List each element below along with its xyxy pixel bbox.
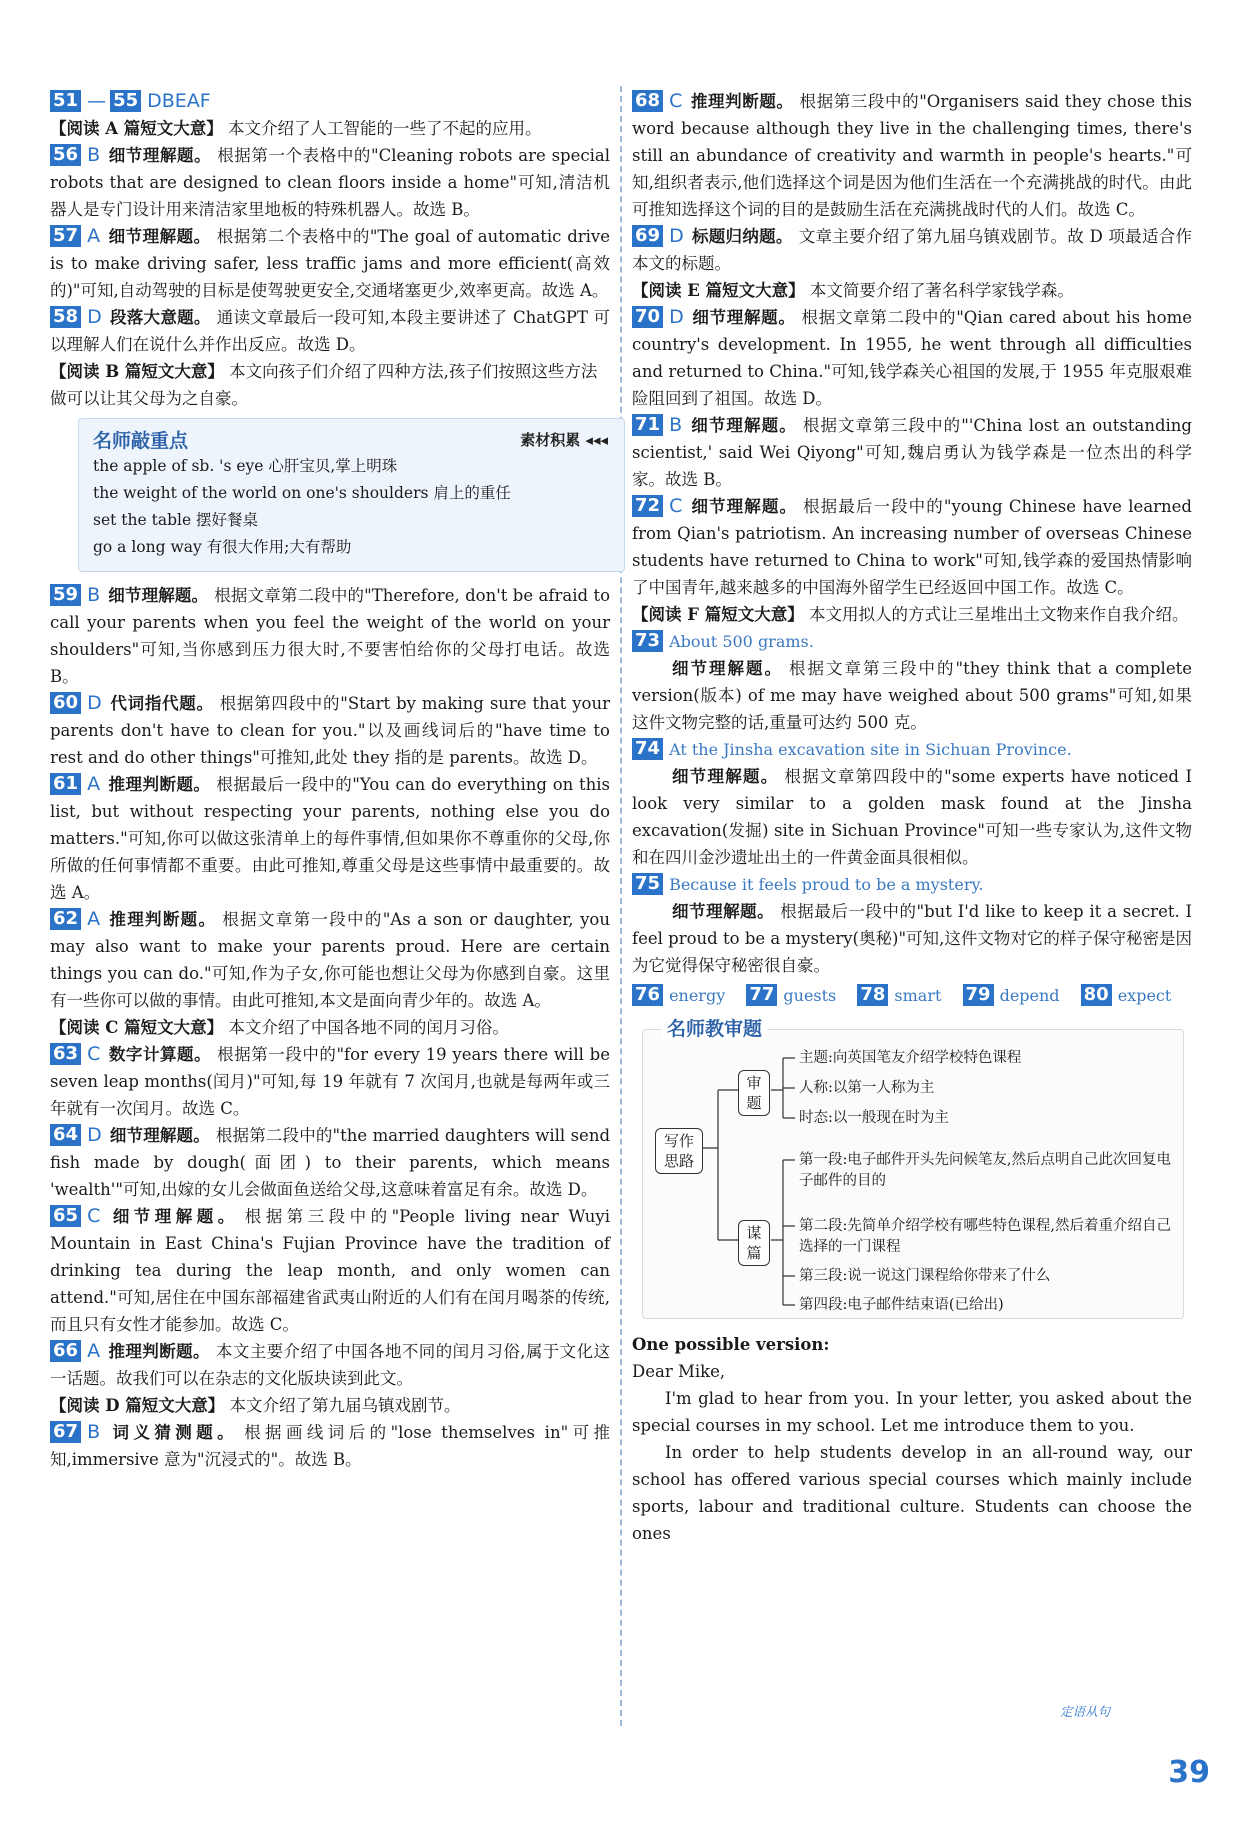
box-title: 名师敲重点 bbox=[93, 429, 189, 452]
summary-title: 【阅读 C 篇短文大意】 bbox=[50, 1018, 224, 1037]
answer-letter: C bbox=[87, 1205, 101, 1227]
summary-title: 【阅读 E 篇短文大意】 bbox=[632, 281, 805, 300]
summary-d bbox=[50, 1392, 610, 1419]
question-number: 77 bbox=[746, 984, 777, 1006]
answer-56 bbox=[50, 142, 610, 223]
essay-greeting: Dear Mike, bbox=[632, 1362, 726, 1381]
explanation: 根据第四段中的"Start by making sure that your parents don't have to clean for you."以及画线词后的"have time to rest and do other things"可推知,此处 they 指的是 parents。故选 D。 bbox=[50, 694, 610, 767]
question-number: 69 bbox=[632, 225, 663, 247]
question-number: 64 bbox=[50, 1124, 81, 1146]
question-number: 57 bbox=[50, 225, 81, 247]
answer-sentence: About 500 grams. bbox=[669, 632, 814, 651]
question-type: 词义猜测题。 bbox=[108, 1423, 239, 1442]
question-type: 标题归纳题。 bbox=[691, 227, 793, 246]
answer-word: energy bbox=[669, 986, 726, 1005]
answer-word: guests bbox=[783, 986, 837, 1005]
answer-letter: A bbox=[87, 1340, 101, 1362]
answer-letter: A bbox=[87, 908, 101, 930]
answer-letter: A bbox=[87, 225, 101, 247]
explanation: 根据文章第四段中的"some experts have noticed I look very similar to a golden mask found at the Jinsha excavation(发掘) site in Sichuan Province"可知一些专家认为,这件文物和在四川金沙遗址出土的一件黄金面具很相似。 bbox=[632, 767, 1193, 867]
writing-mind-map bbox=[642, 1018, 1184, 1319]
question-number: 65 bbox=[50, 1205, 81, 1227]
question-type: 细节理解题。 bbox=[108, 227, 211, 246]
summary-text: 本文简要介绍了著名科学家钱学森。 bbox=[804, 281, 1074, 300]
explanation: 根据第三段中的"Organisers said they chose this word because although they live in the challenging times, there's still an abundance of creativity and warmth in people's hearts."可知,组织者表示,他们选择这个词是因为他们生活在一个充满挑战的时代。由此可推知选择这个词的目的是鼓励生活在充满挑战时代的人们。故选 C。 bbox=[632, 92, 1192, 219]
grammar-note: 定语从句 bbox=[1060, 1704, 1111, 1719]
question-number: 60 bbox=[50, 692, 81, 714]
question-type: 细节理解题。 bbox=[109, 1126, 210, 1145]
mind-map-leaf: 第三段:说一说这门课程给你带来了什么 bbox=[799, 1268, 1051, 1284]
question-type: 段落大意题。 bbox=[109, 308, 211, 327]
question-number: 70 bbox=[632, 306, 663, 328]
question-number: 79 bbox=[963, 984, 994, 1006]
explanation: 根据文章第三段中的"they think that a complete version(版本) of me may have weighed about 500 grams"可知,如果这件文物完整的话,重量可达约 500 克。 bbox=[632, 659, 1192, 732]
explanation: 通读文章最后一段可知,本段主要讲述了 ChatGPT 可以理解人们在说什么并作出反应。故选 D。 bbox=[50, 308, 611, 354]
explanation: 根据文章第二段中的"Qian cared about his home country's development. In 1955, he went through all difficulties and returned to China."可知,钱学森关心祖国的发展,于 1955 年克服艰难险阻回到了祖国。故选 D。 bbox=[632, 308, 1193, 408]
box-line: the apple of sb. 's eye 心肝宝贝,掌上明珠 bbox=[93, 457, 398, 475]
answer-letter: B bbox=[87, 144, 101, 166]
answer-letter: C bbox=[669, 90, 683, 112]
summary-text: 本文介绍了中国各地不同的闰月习俗。 bbox=[223, 1018, 509, 1037]
page-number: 39 bbox=[1168, 1755, 1210, 1790]
answer-letter: C bbox=[87, 1043, 101, 1065]
answer-61 bbox=[50, 771, 610, 906]
summary-title: 【阅读 A 篇短文大意】 bbox=[50, 119, 223, 138]
question-type: 推理判断题。 bbox=[108, 910, 217, 929]
answer-72 bbox=[632, 493, 1192, 601]
question-type: 细节理解题。 bbox=[108, 586, 209, 605]
box-line: go a long way 有很大作用;大有帮助 bbox=[93, 538, 352, 556]
explanation: 根据文章第三段中的"'China lost an outstanding scientist,' said Wei Qiyong"可知,魏启勇认为钱学森是一位杰出的科学家。故选 B。 bbox=[632, 416, 1192, 489]
question-number: 76 bbox=[632, 984, 663, 1006]
answer-sentence: At the Jinsha excavation site in Sichuan Province. bbox=[669, 740, 1072, 759]
explanation: 根据文章第一段中的"As a son or daughter, you may also want to make your parents proud. Here are certain things you can do."可知,作为子女,你可能也想让父母为你感到自豪。这里有一些你可以做的事情。由此可推知,本文是面向青少年的。故选 A。 bbox=[50, 910, 610, 1010]
summary-b bbox=[50, 358, 610, 412]
essay-paragraph-1: I'm glad to hear from you. In your letter, you asked about the special courses in my school. Let me introduce them to you. bbox=[632, 1389, 1192, 1435]
answer-letter: B bbox=[87, 584, 101, 606]
summary-title: 【阅读 F 篇短文大意】 bbox=[632, 605, 804, 624]
question-number: 71 bbox=[632, 414, 663, 436]
summary-f bbox=[632, 601, 1192, 628]
answer-word: expect bbox=[1117, 986, 1172, 1005]
summary-text: 本文向孩子们介绍了四种方法,孩子们按照这些方法做可以让其父母为之自豪。 bbox=[50, 362, 598, 408]
answer-70 bbox=[632, 304, 1192, 412]
answer-62 bbox=[50, 906, 610, 1014]
summary-e bbox=[632, 277, 1192, 304]
mind-map-leaf: 时态:以一般现在时为主 bbox=[799, 1110, 949, 1126]
explanation: 根据第二个表格中的"The goal of automatic drive is to make driving safer, less traffic jams and more efficient(高效的)"可知,自动驾驶的目标是使驾驶更安全,交通堵塞更少,效率更高。故选 A。 bbox=[50, 227, 611, 300]
question-number: 80 bbox=[1081, 984, 1112, 1006]
question-type: 细节理解题。 bbox=[672, 902, 775, 921]
question-number: 67 bbox=[50, 1421, 81, 1443]
answer-sentence: Because it feels proud to be a mystery. bbox=[669, 875, 984, 894]
answer-66 bbox=[50, 1338, 610, 1392]
question-type: 代词指代题。 bbox=[109, 694, 214, 713]
box-line: set the table 摆好餐桌 bbox=[93, 511, 259, 529]
answer-letter: C bbox=[669, 495, 683, 517]
question-type: 细节理解题。 bbox=[690, 497, 798, 516]
explanation: 根据第三段中的"People living near Wuyi Mountain in East China's Fujian Province have the tradition of drinking tea during the leap month, and only women can attend."可知,居住在中国东部福建省武夷山附近的人们有在闰月喝茶的传统,而且只有女性才能参加。故选 C。 bbox=[50, 1207, 610, 1334]
mind-map-leaf: 主题:向英国笔友介绍学校特色课程 bbox=[799, 1050, 1022, 1066]
right-column bbox=[632, 88, 1192, 1547]
question-type: 推理判断题。 bbox=[690, 92, 794, 111]
answer-letters: DBEAF bbox=[147, 90, 211, 112]
answer-67 bbox=[50, 1419, 610, 1473]
question-number: 58 bbox=[50, 306, 81, 328]
question-type: 细节理解题。 bbox=[672, 767, 779, 786]
question-type: 细节理解题。 bbox=[108, 1207, 239, 1226]
answer-letter: D bbox=[87, 692, 102, 714]
box-subtitle: 素材积累 ◂◂◂ bbox=[520, 430, 608, 449]
explanation: 根据最后一段中的"but I'd like to keep it a secret. I feel proud to be a mystery(奥秘)"可知,这件文物对它的样子保守秘密是因为它觉得保守秘密很自豪。 bbox=[632, 902, 1193, 975]
answer-letter: B bbox=[87, 1421, 101, 1443]
answer-63 bbox=[50, 1041, 610, 1122]
question-type: 细节理解题。 bbox=[672, 659, 784, 678]
answer-59 bbox=[50, 582, 610, 690]
mind-map-title: 名师教审题 bbox=[661, 1014, 768, 1041]
question-number: 56 bbox=[50, 144, 81, 166]
mind-map-leaf: 人称:以第一人称为主 bbox=[799, 1080, 935, 1096]
answer-65 bbox=[50, 1203, 610, 1338]
answer-60 bbox=[50, 690, 610, 771]
question-type: 数字计算题。 bbox=[108, 1045, 212, 1064]
question-number: 72 bbox=[632, 495, 663, 517]
question-number: 74 bbox=[632, 738, 663, 760]
explanation: 根据最后一段中的"young Chinese have learned from Qian's patriotism. An increasing number of overseas Chinese students have returned to China to work"可知,钱学森的爱国热情影响了中国青年,越来越多的中国海外留学生已经返回中国工作。故选 C。 bbox=[632, 497, 1192, 597]
answer-letter: D bbox=[87, 306, 102, 328]
question-number: 61 bbox=[50, 773, 81, 795]
summary-text: 本文介绍了第九届乌镇戏剧节。 bbox=[224, 1396, 461, 1415]
answer-letter: B bbox=[669, 414, 683, 436]
question-type: 推理判断题。 bbox=[108, 1342, 210, 1361]
answer-51-55 bbox=[50, 88, 610, 115]
explanation: 根据第二段中的"the married daughters will send fish made by dough(面团) to their parents, which means 'wealth'"可知,出嫁的女儿会做面鱼送给父母,这意味着富足有余。故选 D。 bbox=[50, 1126, 611, 1199]
answer-57 bbox=[50, 223, 610, 304]
answer-69 bbox=[632, 223, 1192, 277]
answer-letter: D bbox=[669, 225, 684, 247]
explanation: 本文主要介绍了中国各地不同的闰月习俗,属于文化这一话题。故我们可以在杂志的文化版块读到此文。 bbox=[50, 1342, 610, 1388]
explanation: 根据第一段中的"for every 19 years there will be seven leap months(闰月)"可知,每 19 年就有 7 次闰月,也就是每两年或三年就有一次闰月。故选 C。 bbox=[50, 1045, 611, 1118]
question-number: 59 bbox=[50, 584, 81, 606]
answer-58 bbox=[50, 304, 610, 358]
essay-heading: One possible version: bbox=[632, 1335, 830, 1354]
answer-64 bbox=[50, 1122, 610, 1203]
answers-76-80 bbox=[632, 981, 1192, 1011]
answer-68 bbox=[632, 88, 1192, 223]
mind-map-mou: 谋篇 bbox=[738, 1220, 770, 1266]
answer-word: smart bbox=[894, 986, 942, 1005]
box-line: the weight of the world on one's shoulders 肩上的重任 bbox=[93, 484, 511, 502]
explanation: 文章主要介绍了第九届乌镇戏剧节。故 D 项最适合作本文的标题。 bbox=[632, 227, 1193, 273]
summary-text: 本文用拟人的方式让三星堆出土文物来作自我介绍。 bbox=[803, 605, 1189, 624]
summary-title: 【阅读 D 篇短文大意】 bbox=[50, 1396, 225, 1415]
answer-letter: A bbox=[87, 773, 101, 795]
mind-map-root: 写作思路 bbox=[655, 1128, 703, 1174]
question-type: 推理判断题。 bbox=[108, 775, 211, 794]
essay-paragraph-2: In order to help students develop in an all-round way, our school has offered various special courses which mainly include sports, labour and traditional culture. Students can choose the ones bbox=[632, 1443, 1192, 1543]
summary-title: 【阅读 B 篇短文大意】 bbox=[50, 362, 224, 381]
dash: — bbox=[87, 90, 107, 112]
question-number: 51 bbox=[50, 90, 81, 112]
question-number: 62 bbox=[50, 908, 81, 930]
explanation: 根据第一个表格中的"Cleaning robots are special robots that are designed to clean floors inside a home"可知,清洁机器人是专门设计用来清洁家里地板的特殊机器人。故选 B。 bbox=[50, 146, 610, 219]
summary-text: 本文介绍了人工智能的一些了不起的应用。 bbox=[222, 119, 542, 138]
mind-map-leaf: 第四段:电子邮件结束语(已给出) bbox=[799, 1297, 1004, 1313]
explanation: 根据文章第二段中的"Therefore, don't be afraid to call your parents when you feel the weight of the world on your shoulders"可知,当你感到压力很大时,不要害怕给你的父母打电话。故选 B。 bbox=[50, 586, 611, 686]
question-number: 78 bbox=[857, 984, 888, 1006]
answer-letter: D bbox=[669, 306, 684, 328]
left-column bbox=[50, 88, 610, 1473]
question-number: 73 bbox=[632, 630, 663, 652]
question-type: 细节理解题。 bbox=[108, 146, 212, 165]
answer-74 bbox=[632, 736, 1192, 871]
question-number: 66 bbox=[50, 1340, 81, 1362]
question-type: 细节理解题。 bbox=[691, 308, 796, 327]
column-divider bbox=[620, 86, 622, 1726]
answer-75 bbox=[632, 871, 1192, 979]
mind-map-shen: 审题 bbox=[738, 1070, 770, 1116]
sample-essay bbox=[632, 1331, 1192, 1547]
answer-71 bbox=[632, 412, 1192, 493]
question-type: 细节理解题。 bbox=[690, 416, 797, 435]
question-number: 63 bbox=[50, 1043, 81, 1065]
question-number: 55 bbox=[110, 90, 141, 112]
summary-c bbox=[50, 1014, 610, 1041]
answer-73 bbox=[632, 628, 1192, 736]
question-number: 68 bbox=[632, 90, 663, 112]
mind-map-leaf: 第一段:电子邮件开头先问候笔友,然后点明自己此次回复电子邮件的目的 bbox=[799, 1152, 1171, 1189]
summary-a bbox=[50, 115, 610, 142]
answer-word: depend bbox=[999, 986, 1060, 1005]
explanation: 根据画线词后的"lose themselves in"可推知,immersive 意为"沉浸式的"。故选 B。 bbox=[50, 1423, 611, 1469]
mind-map-leaf: 第二段:先简单介绍学校有哪些特色课程,然后着重介绍自己选择的一门课程 bbox=[799, 1218, 1171, 1255]
answer-letter: D bbox=[87, 1124, 102, 1146]
question-number: 75 bbox=[632, 873, 663, 895]
key-points-box bbox=[78, 418, 625, 572]
explanation: 根据最后一段中的"You can do everything on this list, but without respecting your parents, nothing else you do matters."可知,你可以做这张清单上的每件事情,但如果你不尊重你的父母,你所做的任何事情都不重要。由此可推知,尊重父母是这些事情中最重要的。故选 A。 bbox=[50, 775, 610, 902]
